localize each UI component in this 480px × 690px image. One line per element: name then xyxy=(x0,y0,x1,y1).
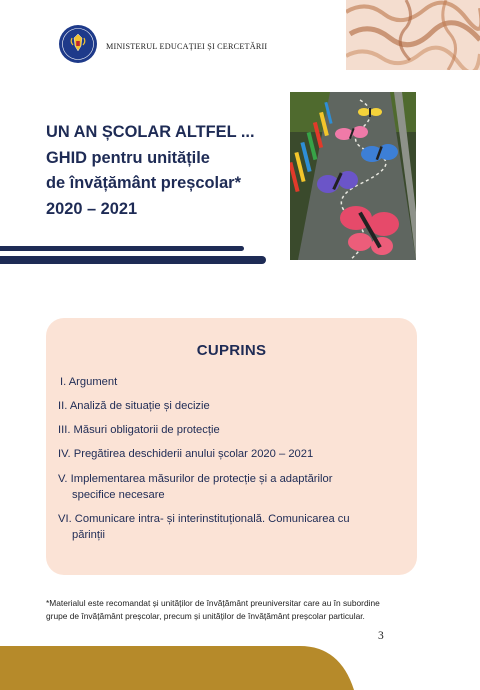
toc-item-label: VI. Comunicare intra- și interinstituțională. Comunicarea cu xyxy=(58,513,350,525)
footnote-line-1: *Materialul este recomandat și unităților de învățământ preuniversitar care au în subordine xyxy=(46,598,380,608)
toc-item-label: III. Măsuri obligatorii de protecție xyxy=(58,424,220,436)
toc-item-1[interactable] xyxy=(60,374,410,390)
toc-item-label: I. Argument xyxy=(60,376,118,388)
title-underline-thick xyxy=(0,256,266,264)
toc-item-label: IV. Pregătirea deschiderii anului școlar 2020 – 2021 xyxy=(58,448,314,460)
toc-item-label-continued: părinții xyxy=(72,529,105,541)
toc-heading: CUPRINS xyxy=(196,342,267,359)
ministry-name: MINISTERUL EDUCAȚIEI ȘI CERCETĂRII xyxy=(106,42,268,51)
title-line-3: de învățământ preșcolar* xyxy=(46,174,241,192)
toc-item-label: V. Implementarea măsurilor de protecție și a adaptărilor xyxy=(58,473,333,485)
toc-item-label-continued: specifice necesare xyxy=(72,489,165,501)
coat-of-arms-icon xyxy=(58,24,98,64)
title-line-1: UN AN ȘCOLAR ALTFEL ... xyxy=(46,123,255,141)
toc-item-5[interactable] xyxy=(58,471,408,503)
page-number: 3 xyxy=(378,630,384,642)
title-line-4: 2020 – 2021 xyxy=(46,199,138,218)
toc-item-4[interactable] xyxy=(58,446,408,462)
gold-footer-band xyxy=(0,640,354,690)
title-line-2: GHID pentru unitățile xyxy=(46,148,210,167)
butterfly-pathway-photo xyxy=(290,92,416,260)
table-of-contents xyxy=(46,318,417,575)
title-underline-thin xyxy=(0,246,244,251)
yellow-butterfly xyxy=(358,108,382,117)
decorative-corner-art xyxy=(346,0,480,70)
toc-item-label: II. Analiză de situație și decizie xyxy=(58,400,210,412)
document-title xyxy=(46,120,286,222)
toc-item-3[interactable] xyxy=(58,422,408,438)
toc-item-6[interactable] xyxy=(58,511,408,543)
toc-item-2[interactable] xyxy=(58,398,408,414)
footnote-line-2: grupe de învățământ preșcolar, precum și unităților de învățământ preșcolar particular. xyxy=(46,611,365,621)
government-logo xyxy=(58,24,98,64)
footnote xyxy=(46,597,426,623)
